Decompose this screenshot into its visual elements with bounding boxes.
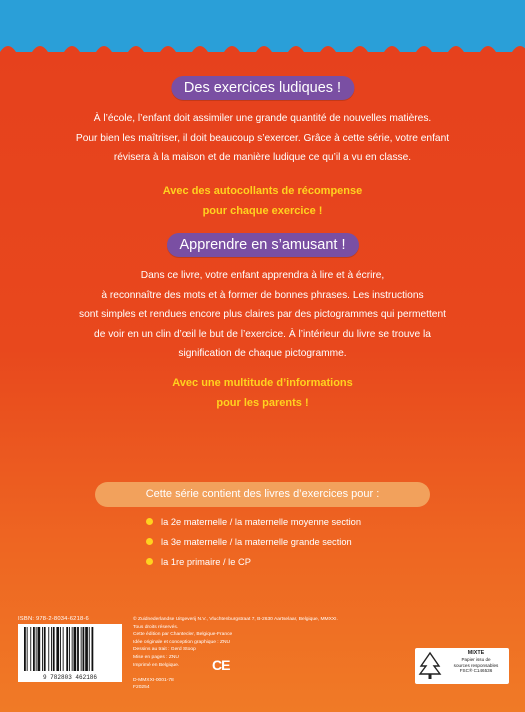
barcode-bar — [83, 627, 85, 671]
barcode-bar — [60, 627, 61, 671]
bullet-icon — [146, 538, 153, 545]
publisher-line: Mise en pages : ZNU — [133, 654, 179, 660]
series-title: Cette série contient des livres d’exercices pour : — [95, 482, 430, 507]
barcode-bar — [38, 627, 41, 671]
barcode-bar — [69, 627, 70, 671]
barcode-bar — [72, 627, 73, 671]
list-item-label: la 3e maternelle / la maternelle grande section — [161, 537, 352, 547]
barcode-bar — [66, 627, 68, 671]
section1-body-line: À l’école, l’enfant doit assimiler une grande quantité de nouvelles matières. — [93, 113, 432, 124]
section2-highlight — [30, 373, 495, 413]
publisher-line: Imprimé en Belgique. — [133, 662, 180, 668]
barcode-bar — [33, 627, 35, 671]
section1-highlight-line: pour chaque exercice ! — [202, 205, 323, 217]
section2-body-line: à reconnaître des mots et à former de bonnes phrases. Les instructions — [101, 289, 424, 301]
list-item-label: la 1re primaire / le CP — [161, 557, 251, 567]
publisher-line: © Zuidnederlandse Uitgeverij N.V., Vluchtenburgstraat 7, B-2630 Aartselaar, Belgique, MMXXI. — [133, 617, 338, 622]
barcode-bar — [48, 627, 49, 671]
fsc-text — [445, 650, 507, 674]
barcode-bar — [89, 627, 90, 671]
bullet-icon — [146, 518, 153, 525]
barcode-bar — [56, 627, 59, 671]
barcode-bar — [74, 627, 77, 671]
barcode-bar — [27, 627, 28, 671]
barcode-bar — [53, 627, 55, 671]
section1-body — [30, 109, 495, 168]
section2-heading: Apprendre en s’amusant ! — [166, 233, 358, 257]
barcode-bar — [92, 627, 94, 671]
barcode — [18, 624, 122, 682]
publisher-line: Idée originale et conception graphique : ZNU — [133, 639, 231, 645]
section1-body-line: Pour bien les maîtriser, il doit beaucoup s’exercer. Grâce à cette série, votre enfant — [75, 132, 450, 144]
publisher-line: F20254 — [133, 685, 150, 691]
section2-highlight-line: pour les parents ! — [216, 397, 309, 409]
fsc-label — [415, 648, 509, 684]
publisher-line: Dessins au trait : Gerd Stoop — [133, 647, 196, 653]
section2-body-line: Dans ce livre, votre enfant apprendra à lire et à écrire, — [140, 270, 385, 281]
section2-body — [30, 266, 495, 364]
fsc-code: FSC® C146536 — [459, 668, 493, 674]
barcode-bar — [63, 627, 64, 671]
bullet-icon — [146, 558, 153, 565]
section2-body-line: sont simples et rendues encore plus claires par des pictogrammes qui permettent — [79, 309, 446, 320]
barcode-bar — [24, 627, 26, 671]
fsc-line: Papier issu de — [461, 656, 491, 662]
barcode-bar — [85, 627, 88, 671]
barcode-digits: 9 782803 462186 — [42, 674, 97, 681]
section1-body-line: révisera à la maison et de manière ludique ce qu’il a vu en classe. — [113, 152, 412, 163]
ce-mark-icon: CE — [212, 657, 230, 673]
isbn-label: ISBN: 978-2-8034-6218-6 — [18, 616, 89, 622]
barcode-bar — [42, 627, 43, 671]
list-item-label: la 2e maternelle / la maternelle moyenne section — [161, 517, 361, 527]
section2-body-line: de voir en un clin d’œil le but de l’exercice. À l’intérieur du livre se trouve la — [94, 328, 431, 340]
barcode-bar — [77, 627, 79, 671]
publisher-line: Tous droits réservés. — [133, 624, 179, 630]
section1-highlight-line: Avec des autocollants de récompense — [162, 185, 363, 197]
barcode-bar — [30, 627, 31, 671]
barcode-bars — [18, 624, 122, 674]
barcode-bar — [51, 627, 52, 671]
section2-highlight-line: Avec une multitude d’informations — [172, 377, 353, 389]
fsc-tree-icon — [418, 651, 442, 681]
publisher-line: Cette édition par Chantecler, Belgique-France — [133, 632, 233, 638]
section2-body-line: signification de chaque pictogramme. — [178, 348, 347, 359]
fsc-line: sources responsables — [453, 662, 499, 668]
barcode-bar — [81, 627, 82, 671]
section1-highlight — [30, 181, 495, 221]
barcode-bar — [36, 627, 37, 671]
top-blue-band — [0, 0, 525, 52]
publisher-info — [133, 616, 413, 692]
publisher-line: D-MMXXI-0001-78 — [133, 677, 174, 683]
publisher-line — [133, 669, 413, 677]
fsc-title: MIXTE — [467, 650, 485, 656]
section1-heading: Des exercices ludiques ! — [171, 76, 354, 100]
barcode-bar — [44, 627, 46, 671]
